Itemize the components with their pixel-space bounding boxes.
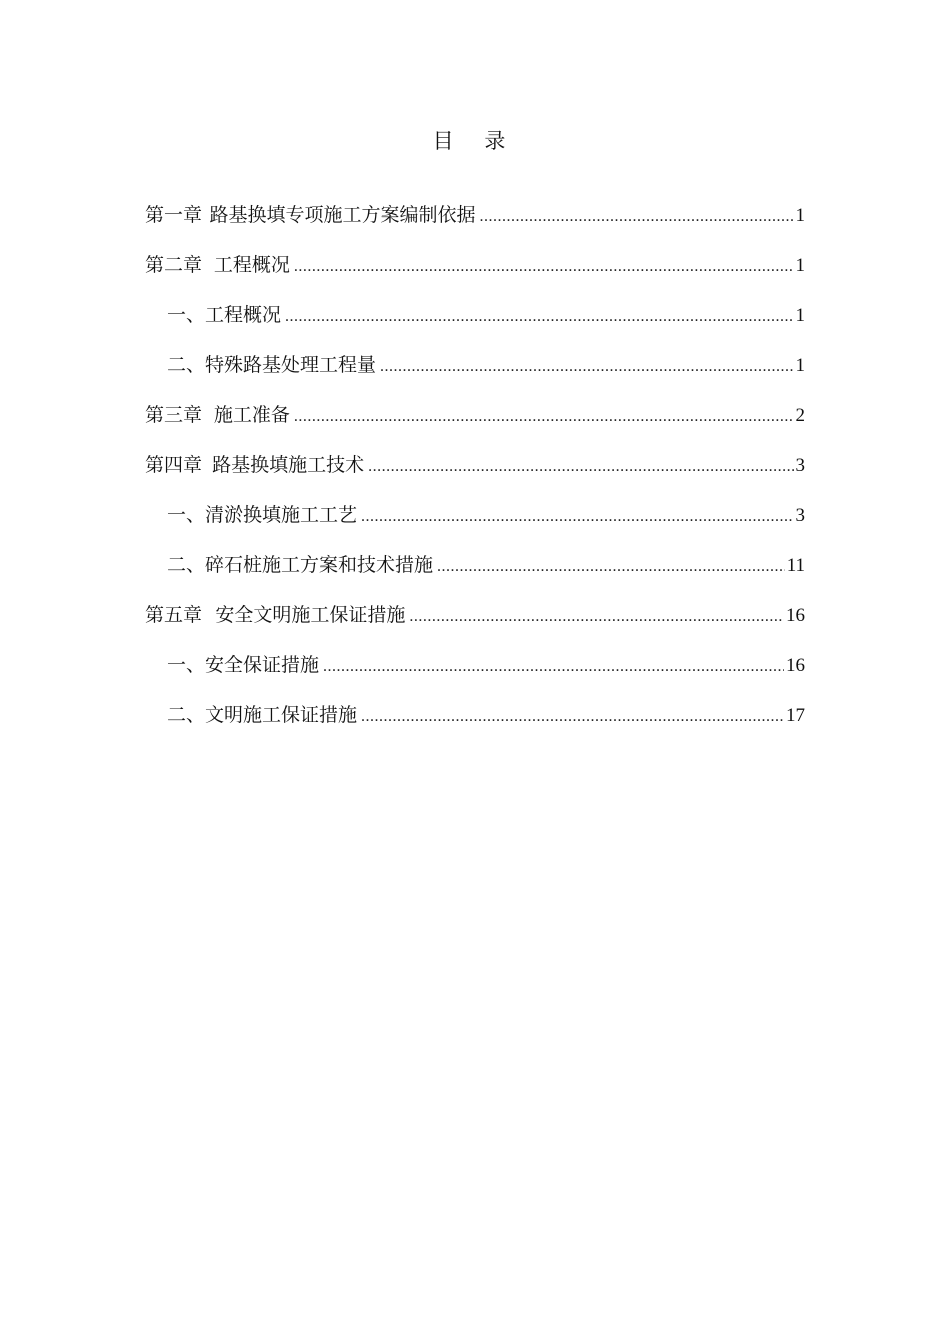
dot-leader	[409, 602, 784, 632]
entry-title: 一、清淤换填施工工艺	[167, 504, 358, 526]
toc-entry-chapter-1[interactable]	[145, 200, 805, 250]
page-number: 16	[786, 655, 805, 676]
entry-title: 二、特殊路基处理工程量	[167, 354, 377, 376]
dot-leader	[323, 652, 784, 682]
entry-title: 二、文明施工保证措施	[167, 704, 358, 726]
dot-leader	[368, 452, 793, 482]
page-number: 1	[795, 305, 805, 326]
page-number: 1	[795, 255, 805, 276]
chapter-label: 第五章	[145, 604, 203, 626]
dot-leader	[437, 552, 785, 582]
toc-entry-section-5-1[interactable]	[145, 650, 805, 700]
chapter-label: 第三章	[145, 404, 203, 426]
dot-leader	[361, 502, 793, 532]
page-number: 11	[786, 555, 805, 576]
dot-leader	[361, 702, 784, 732]
toc-entry-chapter-5[interactable]	[145, 600, 805, 650]
toc-entry-chapter-3[interactable]	[145, 400, 805, 450]
toc-entry-chapter-4[interactable]	[145, 450, 805, 500]
toc-entry-section-2-2[interactable]	[145, 350, 805, 400]
entry-title: 一、工程概况	[167, 304, 282, 326]
toc-entry-section-4-2[interactable]	[145, 550, 805, 600]
entry-title: 二、碎石桩施工方案和技术措施	[167, 554, 434, 576]
page-number: 3	[795, 455, 805, 476]
page-number: 1	[795, 355, 805, 376]
dot-leader	[380, 352, 793, 382]
entry-title: 路基换填施工技术	[212, 454, 365, 476]
toc-entry-chapter-2[interactable]	[145, 250, 805, 300]
toc-entry-section-5-2[interactable]	[145, 700, 805, 750]
table-of-contents	[145, 200, 805, 750]
dot-leader	[480, 202, 794, 232]
chapter-label: 第一章	[145, 204, 203, 226]
chapter-label: 第二章	[145, 254, 203, 276]
dot-leader	[294, 252, 794, 282]
page-number: 3	[795, 505, 805, 526]
toc-entry-section-2-1[interactable]	[145, 300, 805, 350]
page-title: 目 录	[432, 129, 518, 153]
entry-title: 工程概况	[213, 254, 290, 276]
entry-title: 一、安全保证措施	[167, 654, 320, 676]
entry-title: 安全文明施工保证措施	[215, 604, 406, 626]
page-number: 16	[786, 605, 805, 626]
dot-leader	[294, 402, 794, 432]
entry-title: 施工准备	[213, 404, 290, 426]
dot-leader	[285, 302, 793, 332]
page-number: 17	[786, 705, 805, 726]
toc-entry-section-4-1[interactable]	[145, 500, 805, 550]
entry-title: 路基换填专项施工方案编制依据	[209, 204, 476, 226]
page-number: 2	[795, 405, 805, 426]
page-number: 1	[795, 205, 805, 226]
chapter-label: 第四章	[145, 454, 203, 476]
